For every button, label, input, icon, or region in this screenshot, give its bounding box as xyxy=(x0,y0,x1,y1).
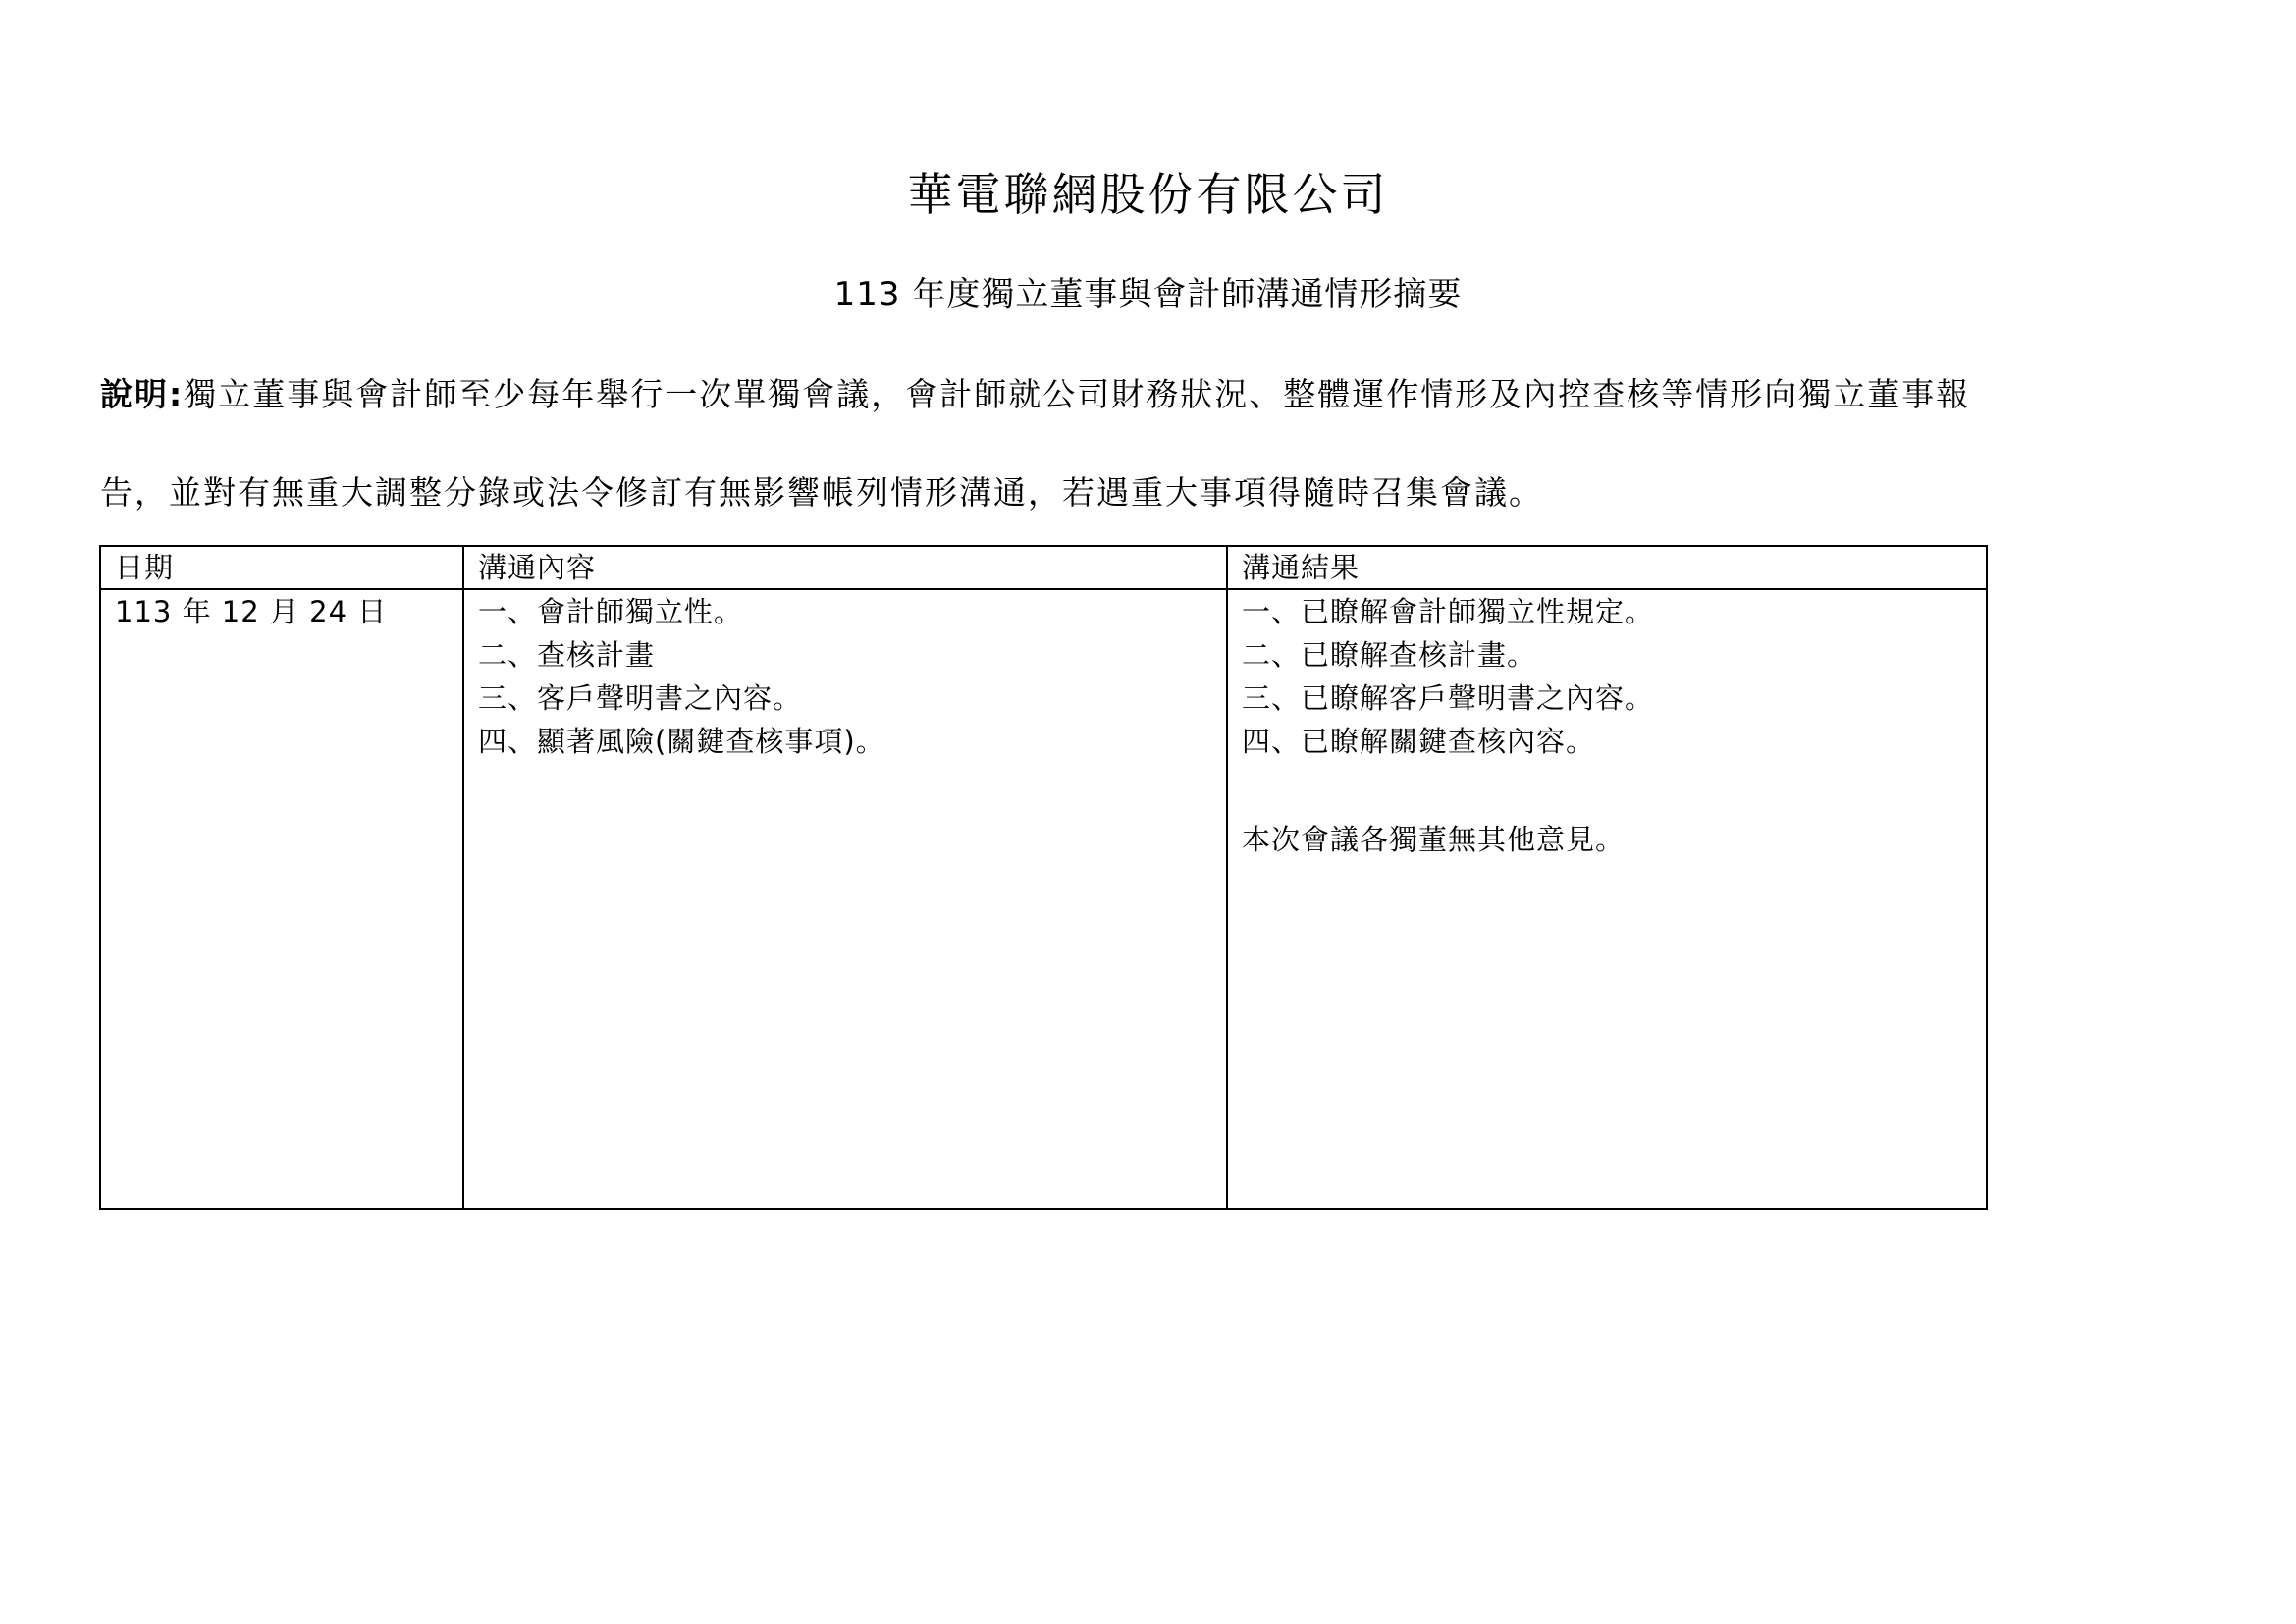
header-result: 溝通結果 xyxy=(1227,546,1987,589)
cell-result xyxy=(1227,589,1987,1209)
description-line-1 xyxy=(100,371,2220,418)
result-item: 四、已瞭解關鍵查核內容。 xyxy=(1242,725,1596,758)
content-item: 四、顯著風險(關鍵查核事項)。 xyxy=(478,725,885,758)
spacer xyxy=(1242,763,1972,818)
content-item: 二、查核計畫 xyxy=(478,638,656,672)
result-item: 二、已瞭解查核計畫。 xyxy=(1242,638,1537,672)
document-subtitle: 113 年度獨立董事與會計師溝通情形摘要 xyxy=(833,275,1463,314)
result-item: 三、已瞭解客戶聲明書之內容。 xyxy=(1242,681,1655,715)
content-item: 一、會計師獨立性。 xyxy=(478,595,744,628)
table-header-row xyxy=(100,546,1987,589)
description-text-1: 獨立董事與會計師至少每年舉行一次單獨會議，會計師就公司財務狀況、整體運作情形及內控查核等情形向獨立董事報 xyxy=(184,375,1971,413)
cell-content xyxy=(463,589,1227,1209)
cell-date xyxy=(100,589,463,1209)
header-date: 日期 xyxy=(100,546,463,589)
description-label: 說明: xyxy=(100,375,185,413)
header-content: 溝通內容 xyxy=(463,546,1227,589)
description-line-2: 告，並對有無重大調整分錄或法令修訂有無影響帳列情形溝通，若遇重大事項得隨時召集會議。 xyxy=(100,473,1543,512)
communication-table xyxy=(99,545,1988,1210)
meeting-date: 113 年 12 月 24 日 xyxy=(115,595,388,628)
result-note: 本次會議各獨董無其他意見。 xyxy=(1242,823,1626,856)
company-title: 華電聯網股份有限公司 xyxy=(907,168,1389,221)
result-item: 一、已瞭解會計師獨立性規定。 xyxy=(1242,595,1655,628)
content-item: 三、客戶聲明書之內容。 xyxy=(478,681,803,715)
table-row xyxy=(100,589,1987,1209)
